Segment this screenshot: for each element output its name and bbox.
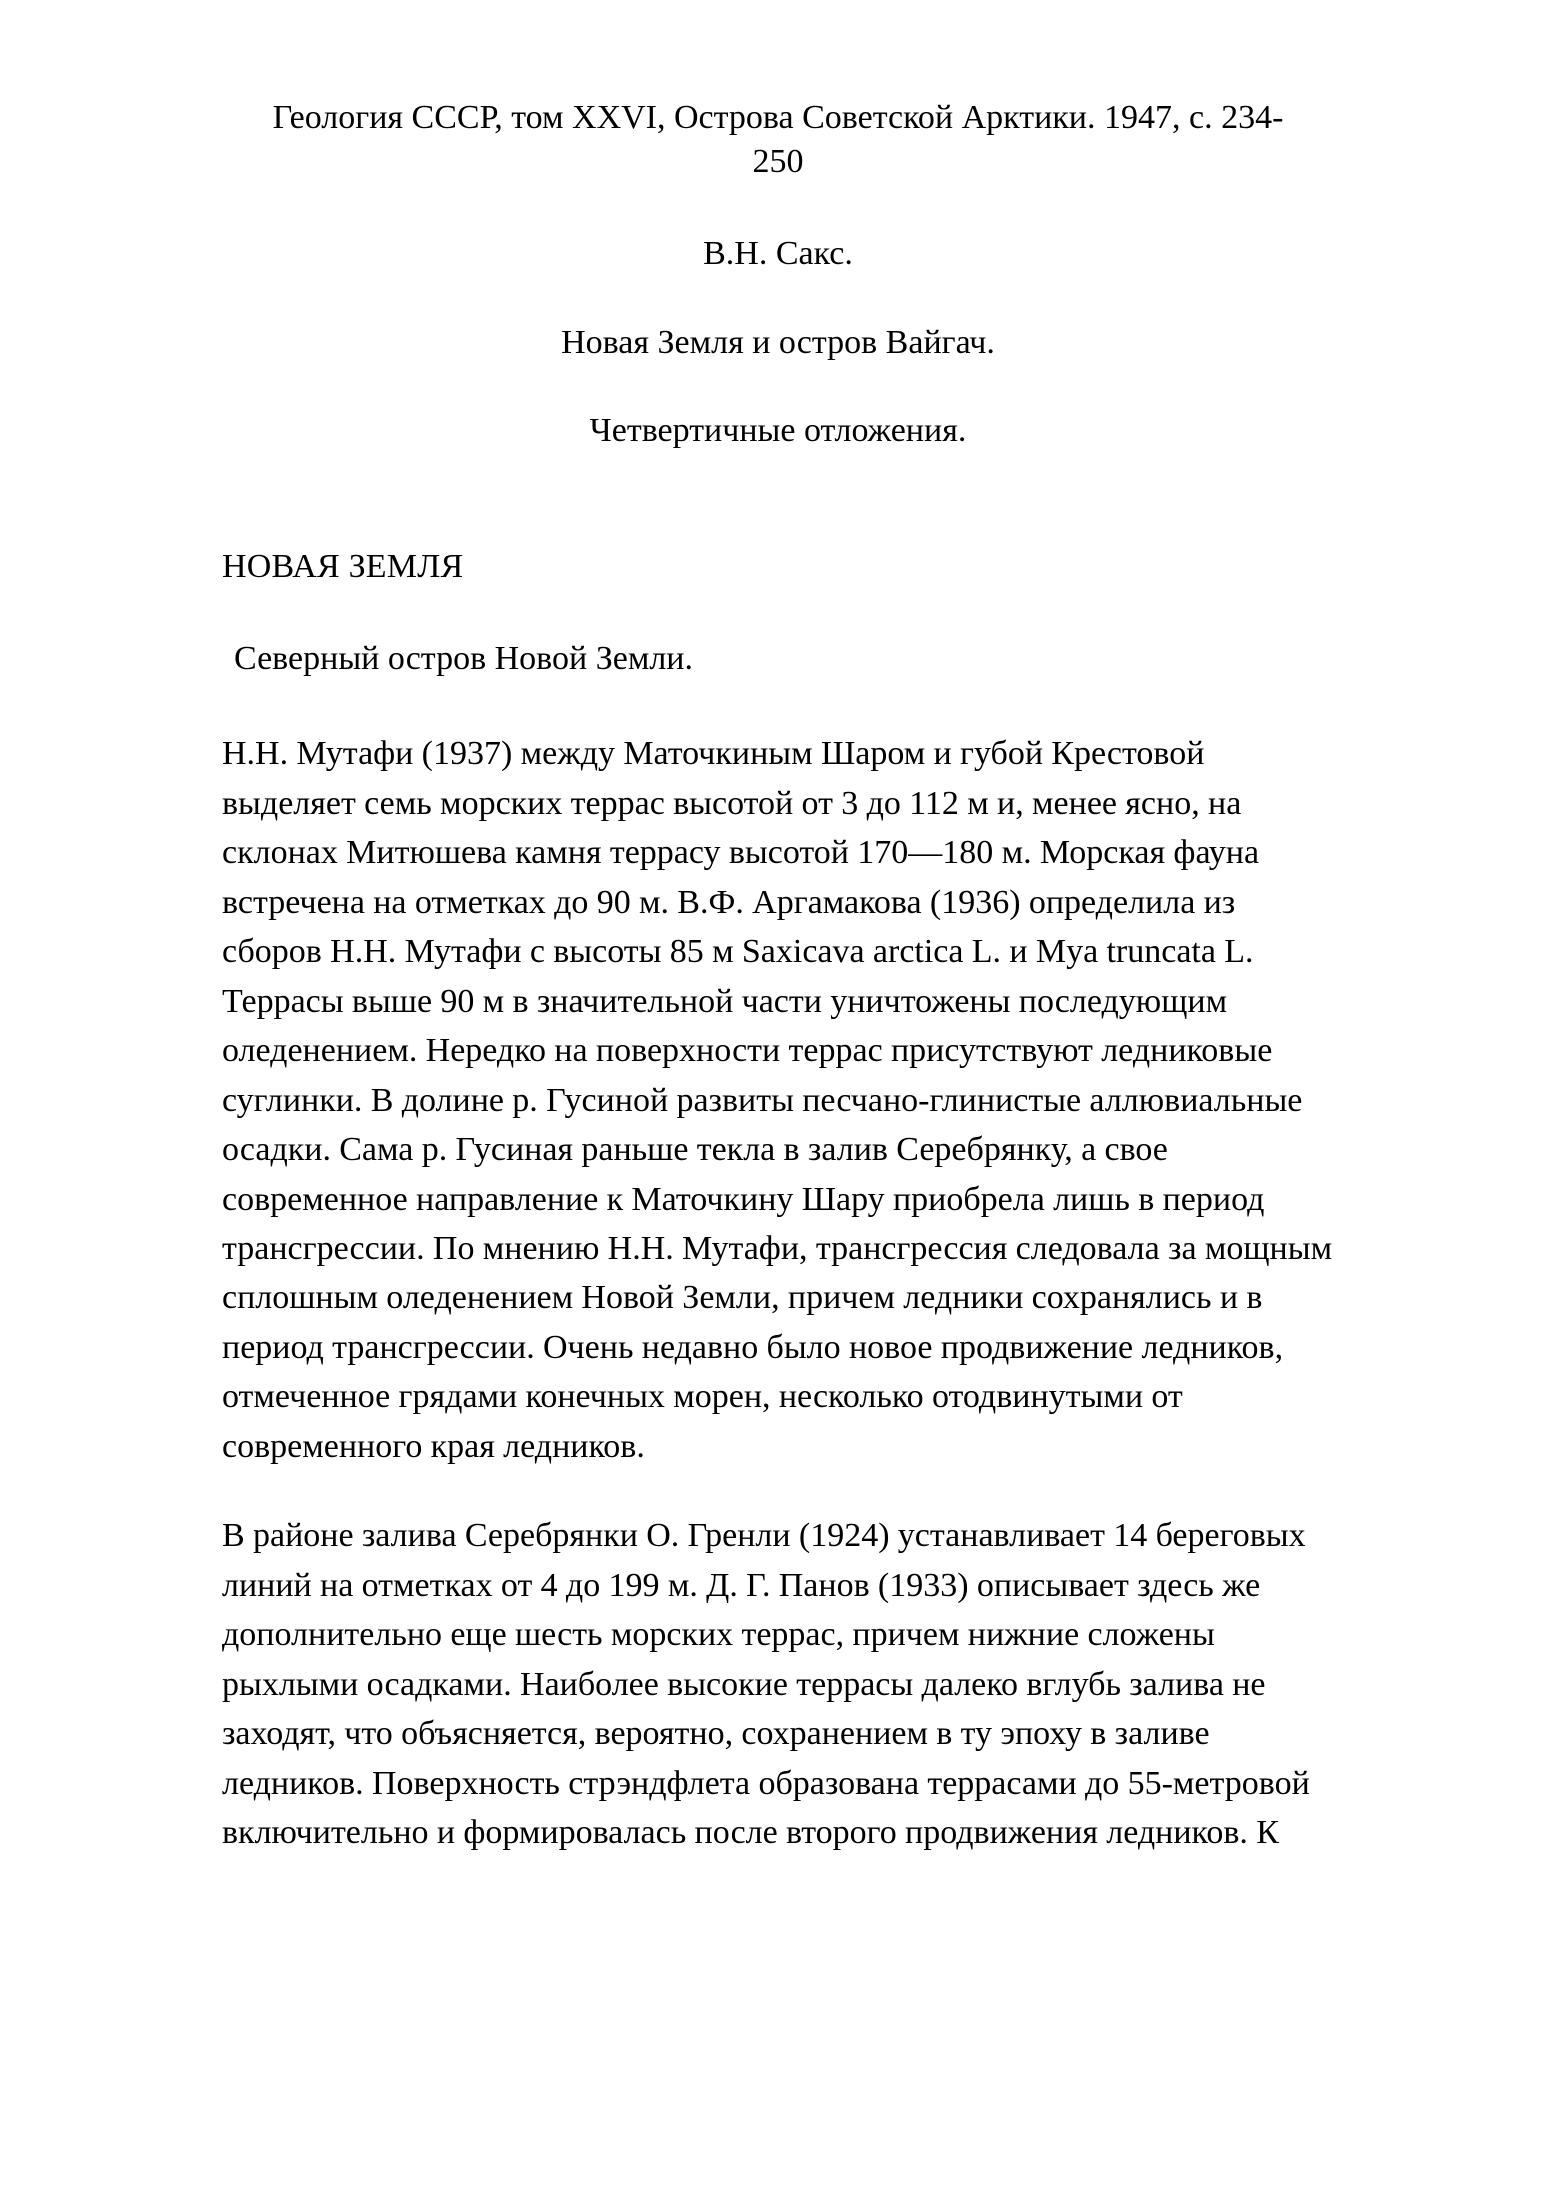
spacer-after-author: [222, 277, 1334, 321]
spacer-after-subsection-heading: [222, 681, 1334, 729]
document-region-title: Новая Земля и остров Вайгач.: [561, 323, 995, 361]
document-author: В.Н. Сакс.: [703, 235, 853, 273]
subsection-heading-northern-island: Северный остров Новой Земли.: [234, 640, 693, 678]
spacer-after-region-title: [222, 365, 1334, 409]
document-citation: Геология СССР, том XXVI, Острова Советской Арктики. 1947, с. 234-250: [272, 99, 1284, 181]
spacer-before-section: [222, 453, 1334, 545]
body-paragraph: Н.Н. Мутафи (1937) между Маточкиным Шаром и губой Крестовой выделяет семь морских террас высотой от 3 до 112 м и, менее ясно, на склонах Митюшева камня террасу высотой 170—180 м. Морская фауна встречена на отметках до 90 м. В.Ф. Аргамакова (1936) определила из сборов Н.Н. Мутафи с высоты 85 м Saxicava arctica L. и Mya truncata L. Террасы выше 90 м в значительной части уничтожены последующим оледенением. Нередко на поверхности террас присутствуют ледниковые суглинки. В долине р. Гусиной развиты песчано-глинистые аллювиальные осадки. Сама р. Гусиная раньше текла в залив Серебрянку, а свое современное направление к Маточкину Шару приобрела лишь в период трансгрессии. По мнению Н.Н. Мутафи, трансгрессия следовала за мощным сплошным оледенением Новой Земли, причем ледники сохранялись и в период трансгрессии. Очень недавно было новое продвижение ледников, отмеченное грядами конечных морен, несколько отодвинутыми от современного края ледников.: [222, 735, 1333, 1465]
spacer-after-citation: [222, 184, 1334, 232]
document-content: [222, 96, 1334, 1858]
spacer-between-paragraphs: [222, 1471, 1334, 1511]
document-topic-title: Четвертичные отложения.: [589, 411, 967, 449]
body-paragraph: В районе залива Серебрянки О. Гренли (1924) устанавливает 14 береговых линий на отметках от 4 до 199 м. Д. Г. Панов (1933) описывает здесь же дополнительно еще шесть морских террас, причем нижние сложены рыхлыми осадками. Наиболее высокие террасы далеко вглубь залива не заходят, что объясняется, вероятно, сохранением в ту эпоху в заливе ледников. Поверхность стрэндфлета образована террасами до 55-метровой включительно и формировалась после второго продвижения ледников. К: [222, 1517, 1310, 1852]
spacer-after-section-heading: [222, 589, 1334, 637]
section-heading-novaya-zemlya: НОВАЯ ЗЕМЛЯ: [222, 547, 464, 585]
